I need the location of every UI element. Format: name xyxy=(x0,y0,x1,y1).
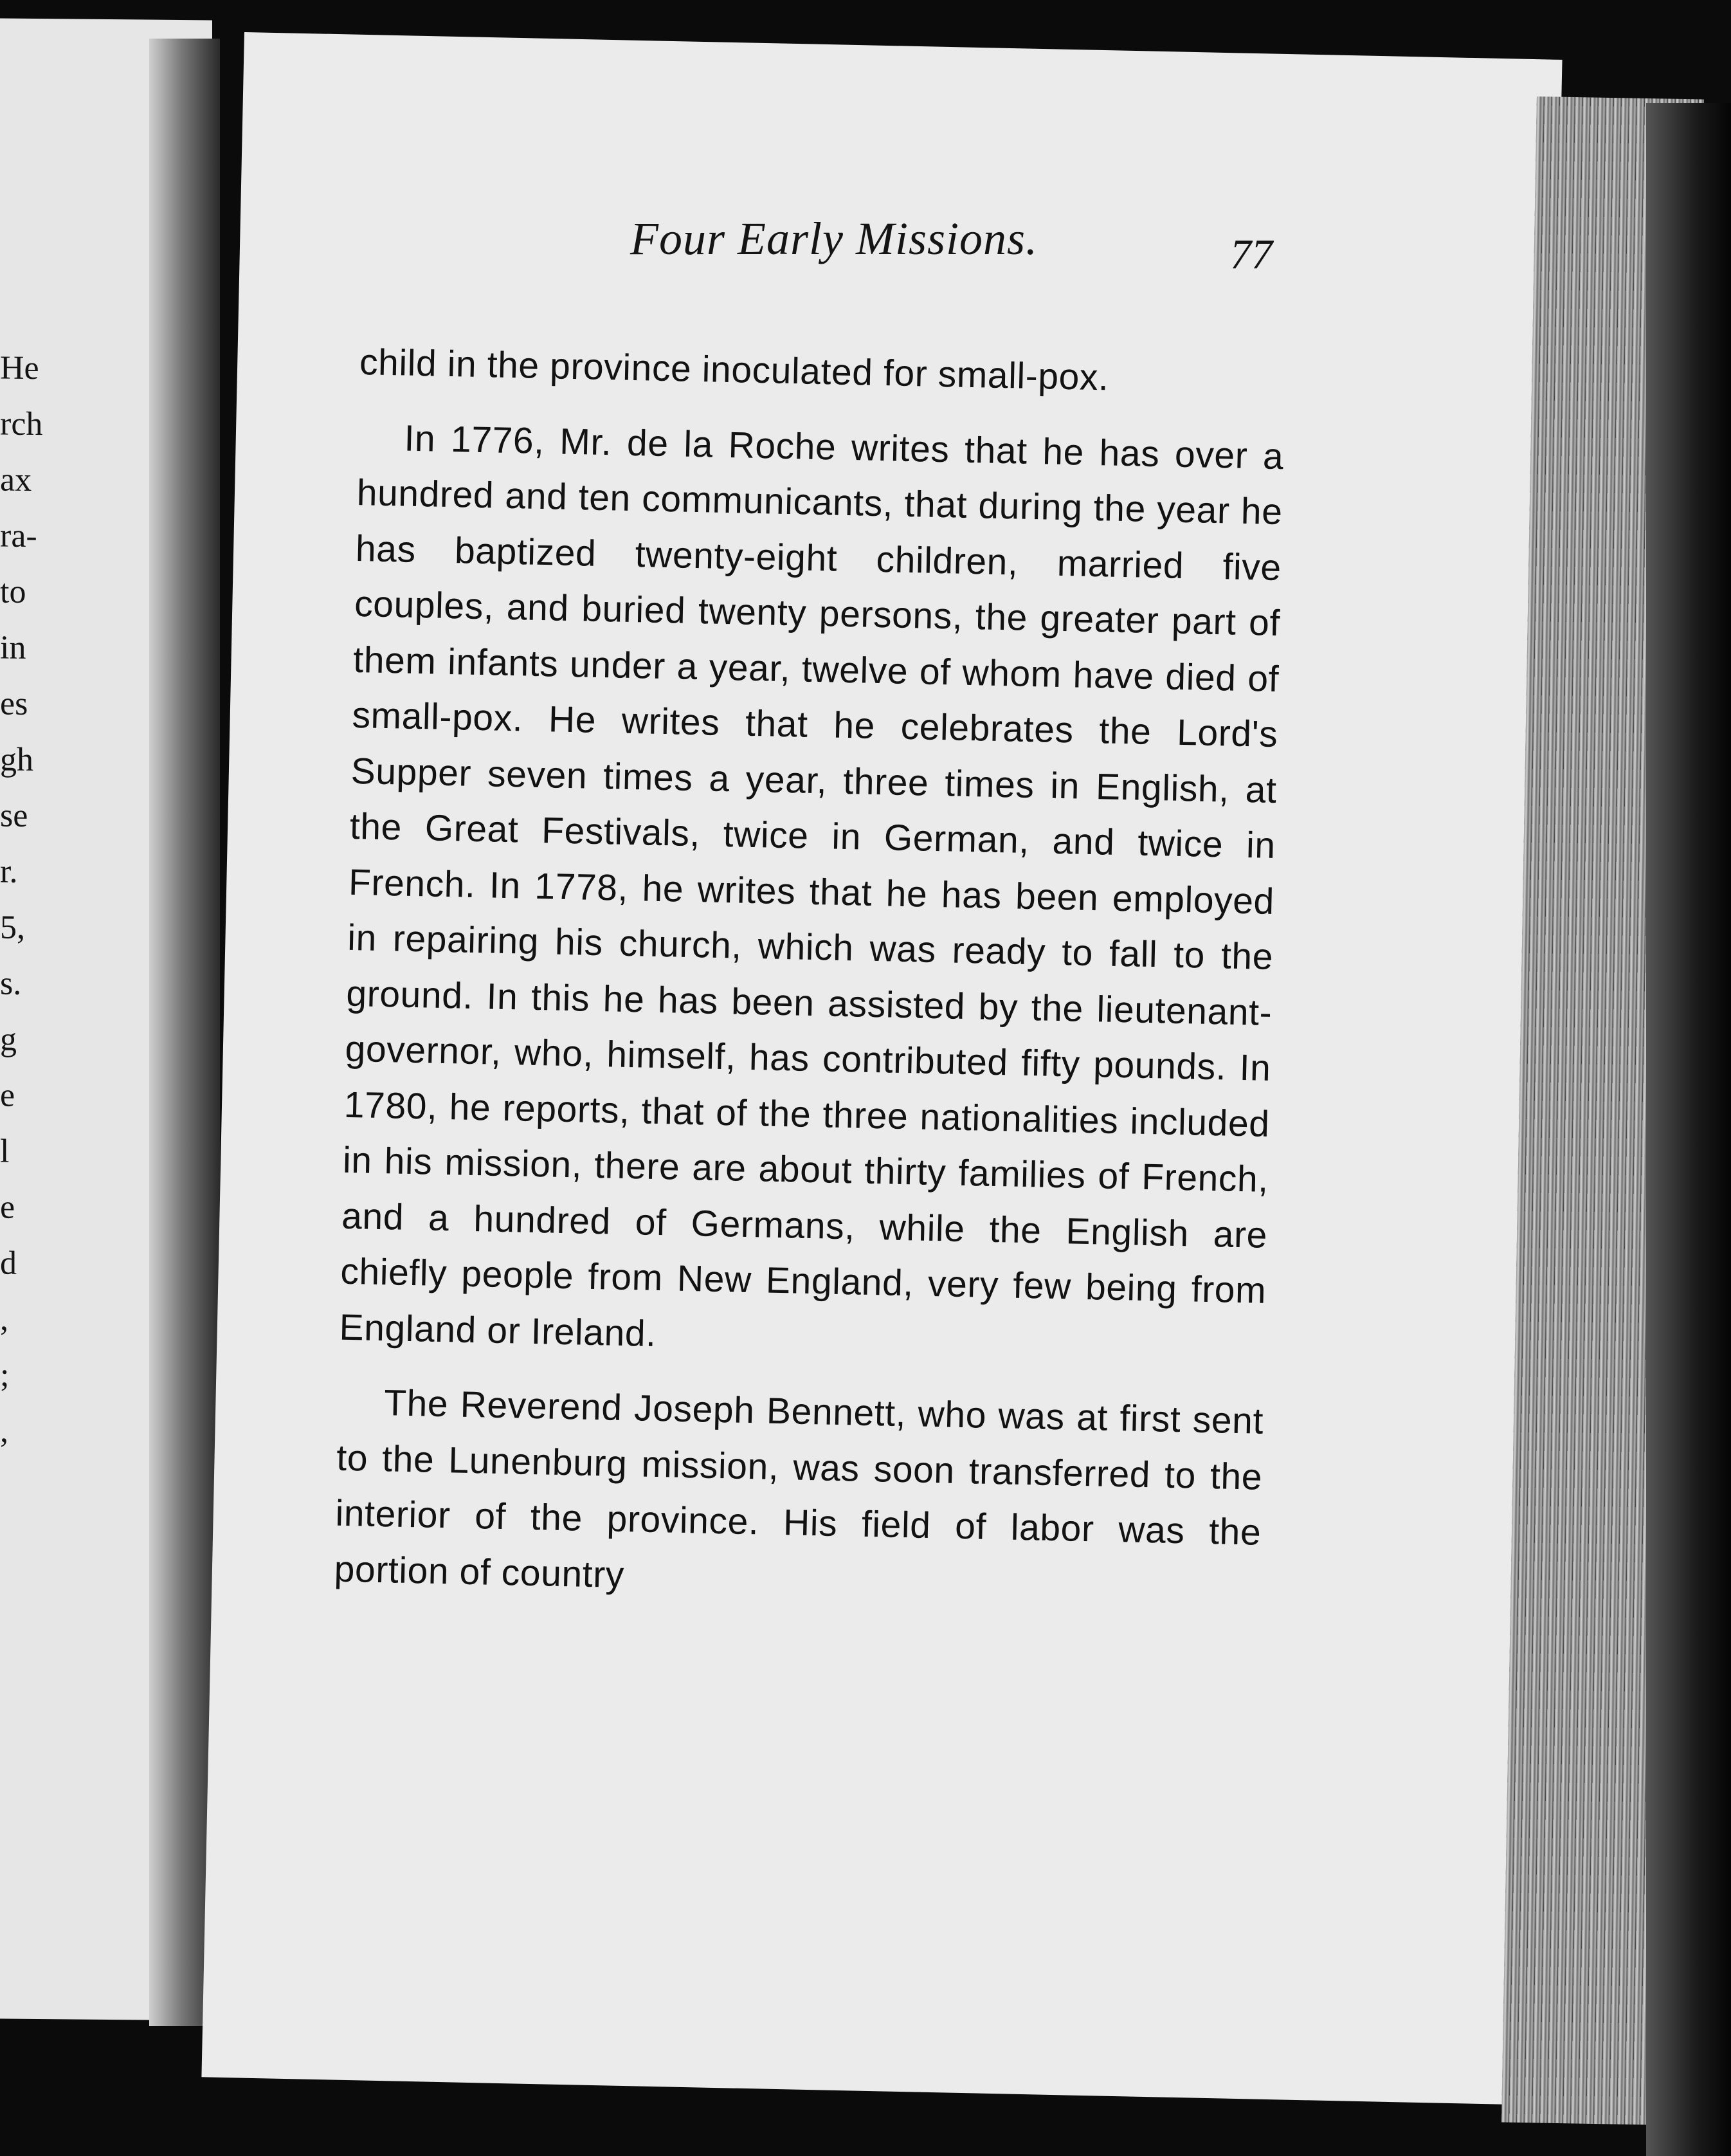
fragment-line: r. xyxy=(0,853,18,890)
fragment-line: s. xyxy=(0,965,22,1002)
page-number: 77 xyxy=(1230,231,1273,278)
fragment-line: 5, xyxy=(0,909,25,946)
facing-page-text-fragments xyxy=(0,340,77,1460)
fragment-line: He xyxy=(0,349,39,387)
fragment-line: d xyxy=(0,1245,17,1282)
page-edge-shadow xyxy=(1646,103,1731,2156)
paragraph-continued: child in the province inoculated for small-pox. xyxy=(359,341,1110,399)
running-head xyxy=(376,212,1360,283)
fragment-line: in xyxy=(0,629,26,666)
fragment-line: gh xyxy=(0,741,33,779)
paragraph-bennett: The Reverend Joseph Bennett, who was at first sent to the Lunenburg mission, was soon transferred to the interior of the province. His field of labor was the portion of country xyxy=(334,1382,1264,1596)
fragment-line: to xyxy=(0,573,26,610)
fragment-line: ax xyxy=(0,461,32,498)
paragraph-de-la-roche: In 1776, Mr. de la Roche writes that he has over a hundred and ten communicants, that during the year he has baptized twenty-eight children, married five couples, and buried twenty persons, the greater part of them infants under a year, twelve of whom have died of small-pox. He writes that he celebrates the Lord's Supper seven times a year, three times in English, at the Great Festivals, twice in German, and twice in French. In 1778, he writes that he has been employed in repairing his church, which was ready to fall to the ground. In this he has been assisted by the lieutenant-governor, who, himself, has contributed fifty pounds. In 1780, he reports, that of the three nationalities included in his mission, there are about thirty families of French, and a hundred of Germans, while the English are chiefly people from New England, very few being from England or Ireland. xyxy=(339,417,1285,1355)
fragment-line: , xyxy=(0,1412,8,1450)
fragment-line: ra- xyxy=(0,517,37,555)
fragment-line: e xyxy=(0,1189,15,1226)
fragment-line: rch xyxy=(0,405,43,443)
fragment-line: e xyxy=(0,1077,15,1114)
fragment-line: se xyxy=(0,797,28,834)
body-text xyxy=(334,334,1286,1616)
fragment-line: l xyxy=(0,1133,10,1170)
fragment-line: es xyxy=(0,685,28,722)
fragment-line: g xyxy=(0,1021,17,1058)
fragment-line: , xyxy=(0,1301,8,1338)
running-head-title: Four Early Missions. xyxy=(630,213,1038,264)
fragment-line: ; xyxy=(0,1357,10,1394)
